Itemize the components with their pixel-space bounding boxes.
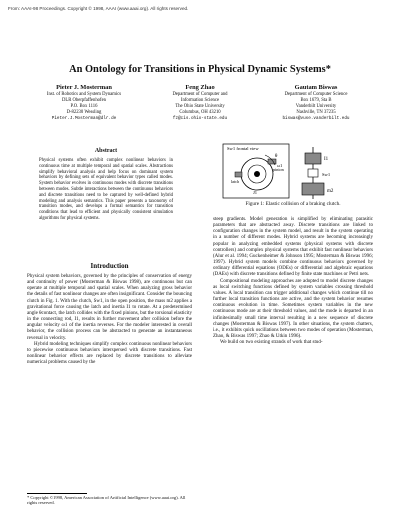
i1-label: I1 [324,157,329,162]
affiliation-line: Nashville, TN 37235 [296,110,336,115]
author-email: biswas@vuse.vanderbilt.edu [282,116,350,121]
latch-label: latch [231,179,240,184]
sw1-frontal-label: Sw1 frontal view [227,146,259,151]
intro-heading: Introduction [90,262,129,270]
clutch-switch-body [308,169,318,177]
m2-label: m2 [327,189,334,194]
figure-caption: Figure 1: Elastic collision of a braking clutch. [245,201,341,207]
affiliation-line: Vanderbilt University [295,104,337,109]
intro-body [27,274,192,366]
author-name: Feng Zhao [185,84,215,91]
footnote-rule [27,493,87,494]
omega-label: ω1 [277,163,283,168]
latch-block [235,172,242,177]
affiliation-line: D-82230 Wessling [66,110,102,115]
affiliation-line: Information Science [180,98,220,103]
copyright-footnote: * Copyright ©1998, American Association of Artificial Intelligence (www.aaai.org). All rights reserved. [27,495,186,506]
author-name: Pieter J. Mosterman [56,84,112,91]
affiliation-line: Department of Computer and [172,92,228,97]
author-block-3 [256,84,376,122]
right-paragraph: steep gradients. Model generation is simplified by eliminating parasitic parameters that are abstracted away. Discrete transitions are linked to configuration changes in the system model, and result in the system operating in a number of different modes. Hybrid systems are becoming increasingly popular in analyzing embedded systems (physical systems with discrete controllers) and complex physical systems that exhibit fast nonlinear behaviors (Alur et al. 1994; Guckenheimer & Johnson 1995; Mosterman & Biswas 1996; 1997). Hybrid system models combine continuous behaviors governed by ordinary differential equations (ODEs) or differential and algebraic equations (DAEs) with discrete transitions defined by finite state machines or Petri nets. [213,217,373,278]
mass-block [302,183,324,195]
theta-label: θ [275,154,278,159]
author-block-2 [150,84,250,122]
affiliation-line: P.O. Box 1116 [70,104,98,109]
clutch-axle [254,171,260,177]
author-email: Pieter.J.Mosterman@dlr.de [51,116,117,121]
abstract-text: Physical systems often exhibit complex nonlinear behaviors in continuous time at multiple temporal and spatial scales. Abstractions simplify behavioral analysis and help focus on dominant system behaviors by defining sets of equivalent behavior types called modes. System behavior evolves in continuous modes with discrete transitions between modes. Subtle interactions between the continuous behaviors and discrete transitions need to be captured by well-defined hybrid modeling and analysis semantics. This paper presents a taxonomy of transition modes, and develops a formal semantics for transition conditions that lead to efficient and physically consistent simulation algorithms for physical systems. [39,158,173,221]
affiliation-line: The Ohio State University [175,104,225,109]
affiliation-line: DLR Oberpfaffenhofen [61,98,107,103]
author-block-1 [24,84,144,122]
abstract-body [39,158,173,222]
intro-paragraph: Hybrid modeling techniques simplify complex continuous nonlinear behaviors to piecewise continuous behaviors interspersed with discrete transitions. Fast nonlinear behavior effects are replaced by discrete transitions to alleviate numerical problems caused by the [27,341,192,366]
copyright-header: From: AAAI-98 Proceedings. Copyright © 1998, AAAI (www.aaai.org). All rights reserved. [8,6,189,11]
affiliation-line: Department of Computer Science [284,92,348,97]
j1-label: J1 [253,190,258,195]
intro-paragraph: Physical system behaviors, governed by the principles of conservation of energy and continuity of power (Mosterman & Biswas 1998), are continuous but can operate at multiple temporal and spatial scales. When analyzing gross behavior the details of fast nonlinear changes are often insignificant. Consider the bouncing clutch in Fig. 1. With the clutch, Sw1, in the open position, the mass m2 applies a gravitational force causing the latch and inertia I1 to rotate. At a predetermined angle θcontact, the latch collides with the fixed pinions, but the torsional elasticity in the connecting rod, I1, results in further movement after collision before the angular velocity ω1 of the inertia reverses. For the modeler interested in overall behavior, the collision process can be abstracted to generate an instantaneous reversal in velocity. [27,274,192,341]
affiliation-line: Inst. of Robotics and System Dynamics [46,92,122,97]
paper-title: An Ontology for Transitions in Physical Dynamic Systems* [69,64,331,75]
pinion-label: pinion [273,167,284,172]
right-paragraph: Compositional modeling approaches are adopted to model discrete changes as local switching functions defined by system variables crossing threshold values. A local transition can trigger additional changes which continue till no further local transition functions are active, and the system behavior resumes continuous evolution in time. Sometimes system variables in the new continuous mode are at their threshold values, and the mode is departed in an infinitesimally small time interval resulting in a new sequence of discrete changes (Mosterman & Biswas 1997). In other situations, the system chatters, i.e., it exhibits quick oscillations between two modes of operation (Mosterman, Zhao, & Biswas 1997; Zhao & Utkin 1996). [213,278,373,339]
right-paragraph: We build on two existing strands of work that stud- [220,340,323,346]
author-email: fz@cis.ohio-state.edu [172,116,228,121]
sw1-side-label: Sw1 [322,172,331,177]
inertia-block [305,153,321,164]
right-column-body [213,217,373,346]
affiliation-line: Box 1679, Sta B [300,98,332,103]
abstract-heading: Abstract [94,148,118,154]
affiliation-line: Columbus, OH 43210 [179,110,221,115]
clutch-figure [213,143,373,203]
author-name: Gautam Biswas [294,84,338,91]
